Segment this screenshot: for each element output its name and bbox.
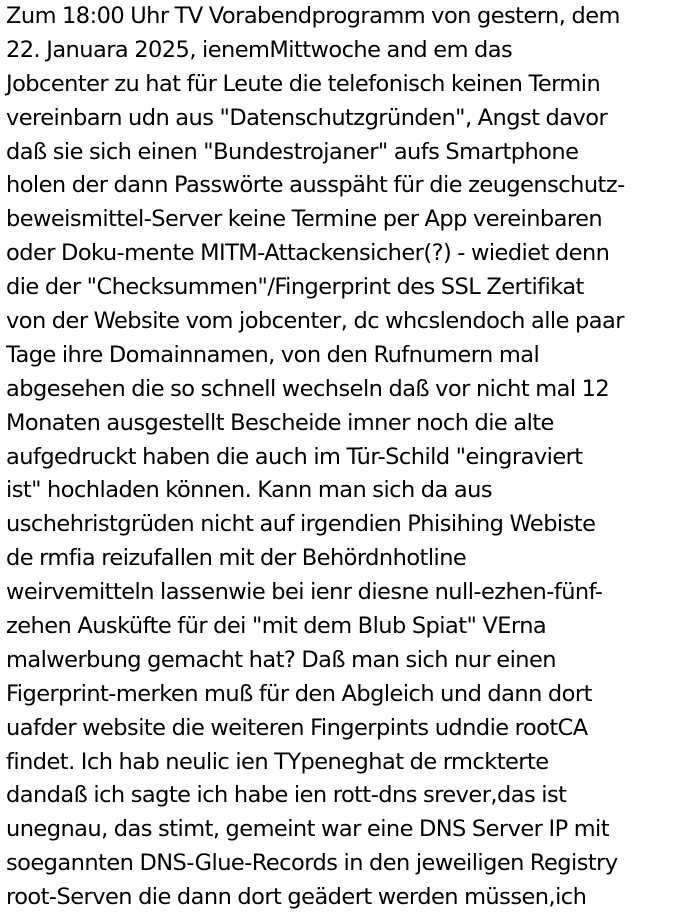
text-line: malwerbung gemacht hat? Daß man sich nur einen (6, 646, 556, 673)
text-line: findet. Ich hab neulic ien TYpeneghat de rmckterte (6, 748, 549, 775)
text-line: Figerprint-merken muß für den Abgleich und dann dort (6, 680, 592, 707)
text-line: abgesehen die so schnell wechseln daß vor nicht mal 12 (6, 375, 610, 402)
text-line: unegnau, das stimt, gemeint war eine DNS Server IP mit (6, 816, 610, 843)
text-line: oder Doku-mente MITM-Attackensicher(?) - wiediet denn (6, 240, 610, 267)
text-line: dandaß ich sagte ich habe ien rott-dns srever,das ist (6, 782, 567, 809)
text-line: holen der dann Passwörte ausspäht für die zeugenschutz- (6, 172, 625, 199)
text-line: uschehristgrüden nicht auf irgendien Phisihing Webiste (6, 511, 596, 538)
text-line: zehen Ausküfte für dei "mit dem Blub Spiat" VErna (6, 613, 547, 640)
text-line: Monaten ausgestellt Bescheide imner noch die alte (6, 409, 554, 436)
text-line: root-Serven die dann dort geädert werden müssen,ich (6, 884, 587, 911)
text-line: 22. Januara 2025, ienemMittwoche and em das (6, 36, 513, 63)
text-line: vereinbarn udn aus "Datenschutzgründen", Angst davor (6, 104, 608, 131)
text-line: soegannten DNS-Glue-Records in den jeweiligen Registry (6, 850, 618, 877)
text-line: aufgedruckt haben die auch im Tür-Schild "eingraviert (6, 443, 583, 470)
text-line: ist" hochladen können. Kann man sich da aus (6, 477, 492, 504)
text-line: beweismittel-Server keine Termine per App vereinbaren (6, 206, 603, 233)
text-line: von der Website vom jobcenter, dc whcslendoch alle paar (6, 308, 624, 335)
text-line: Jobcenter zu hat für Leute die telefonisch keinen Termin (6, 70, 601, 97)
text-line: weirvemitteln lassenwie bei ienr diesne null-ezhen-fünf- (6, 579, 603, 606)
text-line: uafder website die weiteren Fingerpints udndie rootCA (6, 714, 588, 741)
text-line: Tage ihre Domainnamen, von den Rufnumern mal (6, 341, 540, 368)
text-line: de rmfia reizufallen mit der Behördnhotline (6, 545, 467, 572)
text-line: Zum 18:00 Uhr TV Vorabendprogramm von gestern, dem (6, 3, 620, 29)
document-text (6, 0, 682, 915)
text-line: daß sie sich einen "Bundestrojaner" aufs Smartphone (6, 138, 579, 165)
text-line: die der "Checksummen"/Fingerprint des SSL Zertifikat (6, 274, 584, 301)
